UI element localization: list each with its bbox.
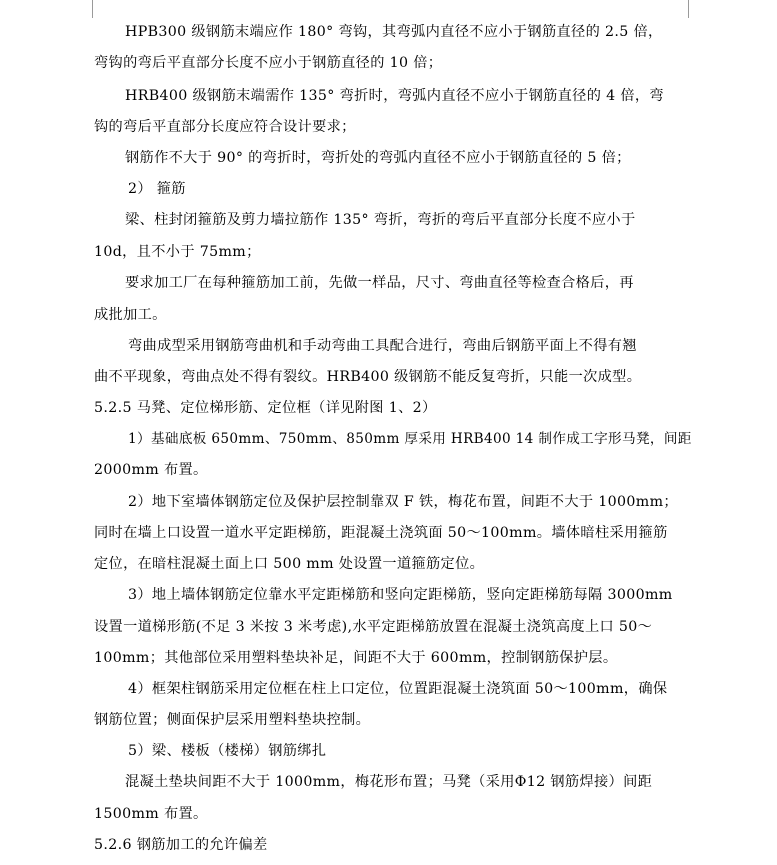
section-heading: 5.2.6 钢筋加工的允许偏差 [94,837,268,853]
body-line: 100mm；其他部位采用塑料垫块补足，间距不大于 600mm，控制钢筋保护层。 [94,650,618,666]
body-line: 钩的弯后平直部分长度应符合设计要求； [94,119,356,135]
list-heading: 2） 箍筋 [128,181,186,197]
body-line: 弯曲成型采用钢筋弯曲机和手动弯曲工具配合进行，弯曲后钢筋平面上不得有翘 [128,338,637,354]
body-line: 3）地上墙体钢筋定位靠水平定距梯筋和竖向定距梯筋，竖向定距梯筋每隔 3000mm [128,587,673,603]
body-line: 4）框架柱钢筋采用定位框在柱上口定位，位置距混凝土浇筑面 50～100mm，确保 [128,681,668,697]
body-line: 1）基础底板 650mm、750mm、850mm 厚采用 HRB400 14 制作成工字形马凳，间距 [128,431,692,447]
body-line: 定位，在暗柱混凝土面上口 500 mm 处设置一道箍筋定位。 [94,556,485,572]
page-corner-mark-right [688,0,690,18]
body-line: 弯钩的弯后平直部分长度不应小于钢筋直径的 10 倍； [94,55,443,71]
body-line: 2000mm 布置。 [94,462,208,478]
body-line: 曲不平现象，弯曲点处不得有裂纹。HRB400 级钢筋不能反复弯折，只能一次成型。 [94,369,642,385]
body-line: 梁、柱封闭箍筋及剪力墙拉筋作 135° 弯折，弯折的弯后平直部分长度不应小于 [125,212,636,228]
body-line: 10d，且不小于 75mm； [94,244,261,260]
page-corner-mark-left [92,0,94,18]
section-heading: 5.2.5 马凳、定位梯形筋、定位框（详见附图 1、2） [94,400,437,416]
body-line: 设置一道梯形筋(不足 3 米按 3 米考虑),水平定距梯筋放置在混凝土浇筑高度上口 50～ [94,619,653,635]
body-line: 1500mm 布置。 [94,806,208,822]
list-heading: 5）梁、楼板（楼梯）钢筋绑扎 [128,743,327,759]
body-line: 成批加工。 [94,307,167,323]
body-line: 要求加工厂在每种箍筋加工前，先做一样品，尺寸、弯曲直径等检查合格后，再 [125,275,634,291]
body-line: 同时在墙上口设置一道水平定距梯筋，距混凝土浇筑面 50～100mm。墙体暗柱采用箍筋 [94,525,668,541]
body-line: HRB400 级钢筋末端需作 135° 弯折时，弯弧内直径不应小于钢筋直径的 4 倍，弯 [125,88,664,104]
body-line: 2）地下室墙体钢筋定位及保护层控制靠双 F 铁，梅花布置，间距不大于 1000mm； [128,494,678,510]
body-line: 混凝土垫块间距不大于 1000mm，梅花形布置；马凳（采用Φ12 钢筋焊接）间距 [125,774,653,790]
body-line: 钢筋作不大于 90° 的弯折时，弯折处的弯弧内直径不应小于钢筋直径的 5 倍； [125,150,631,166]
body-line: 钢筋位置；侧面保护层采用塑料垫块控制。 [94,712,371,728]
body-line: HPB300 级钢筋末端应作 180° 弯钩，其弯弧内直径不应小于钢筋直径的 2.5 倍， [125,24,663,40]
